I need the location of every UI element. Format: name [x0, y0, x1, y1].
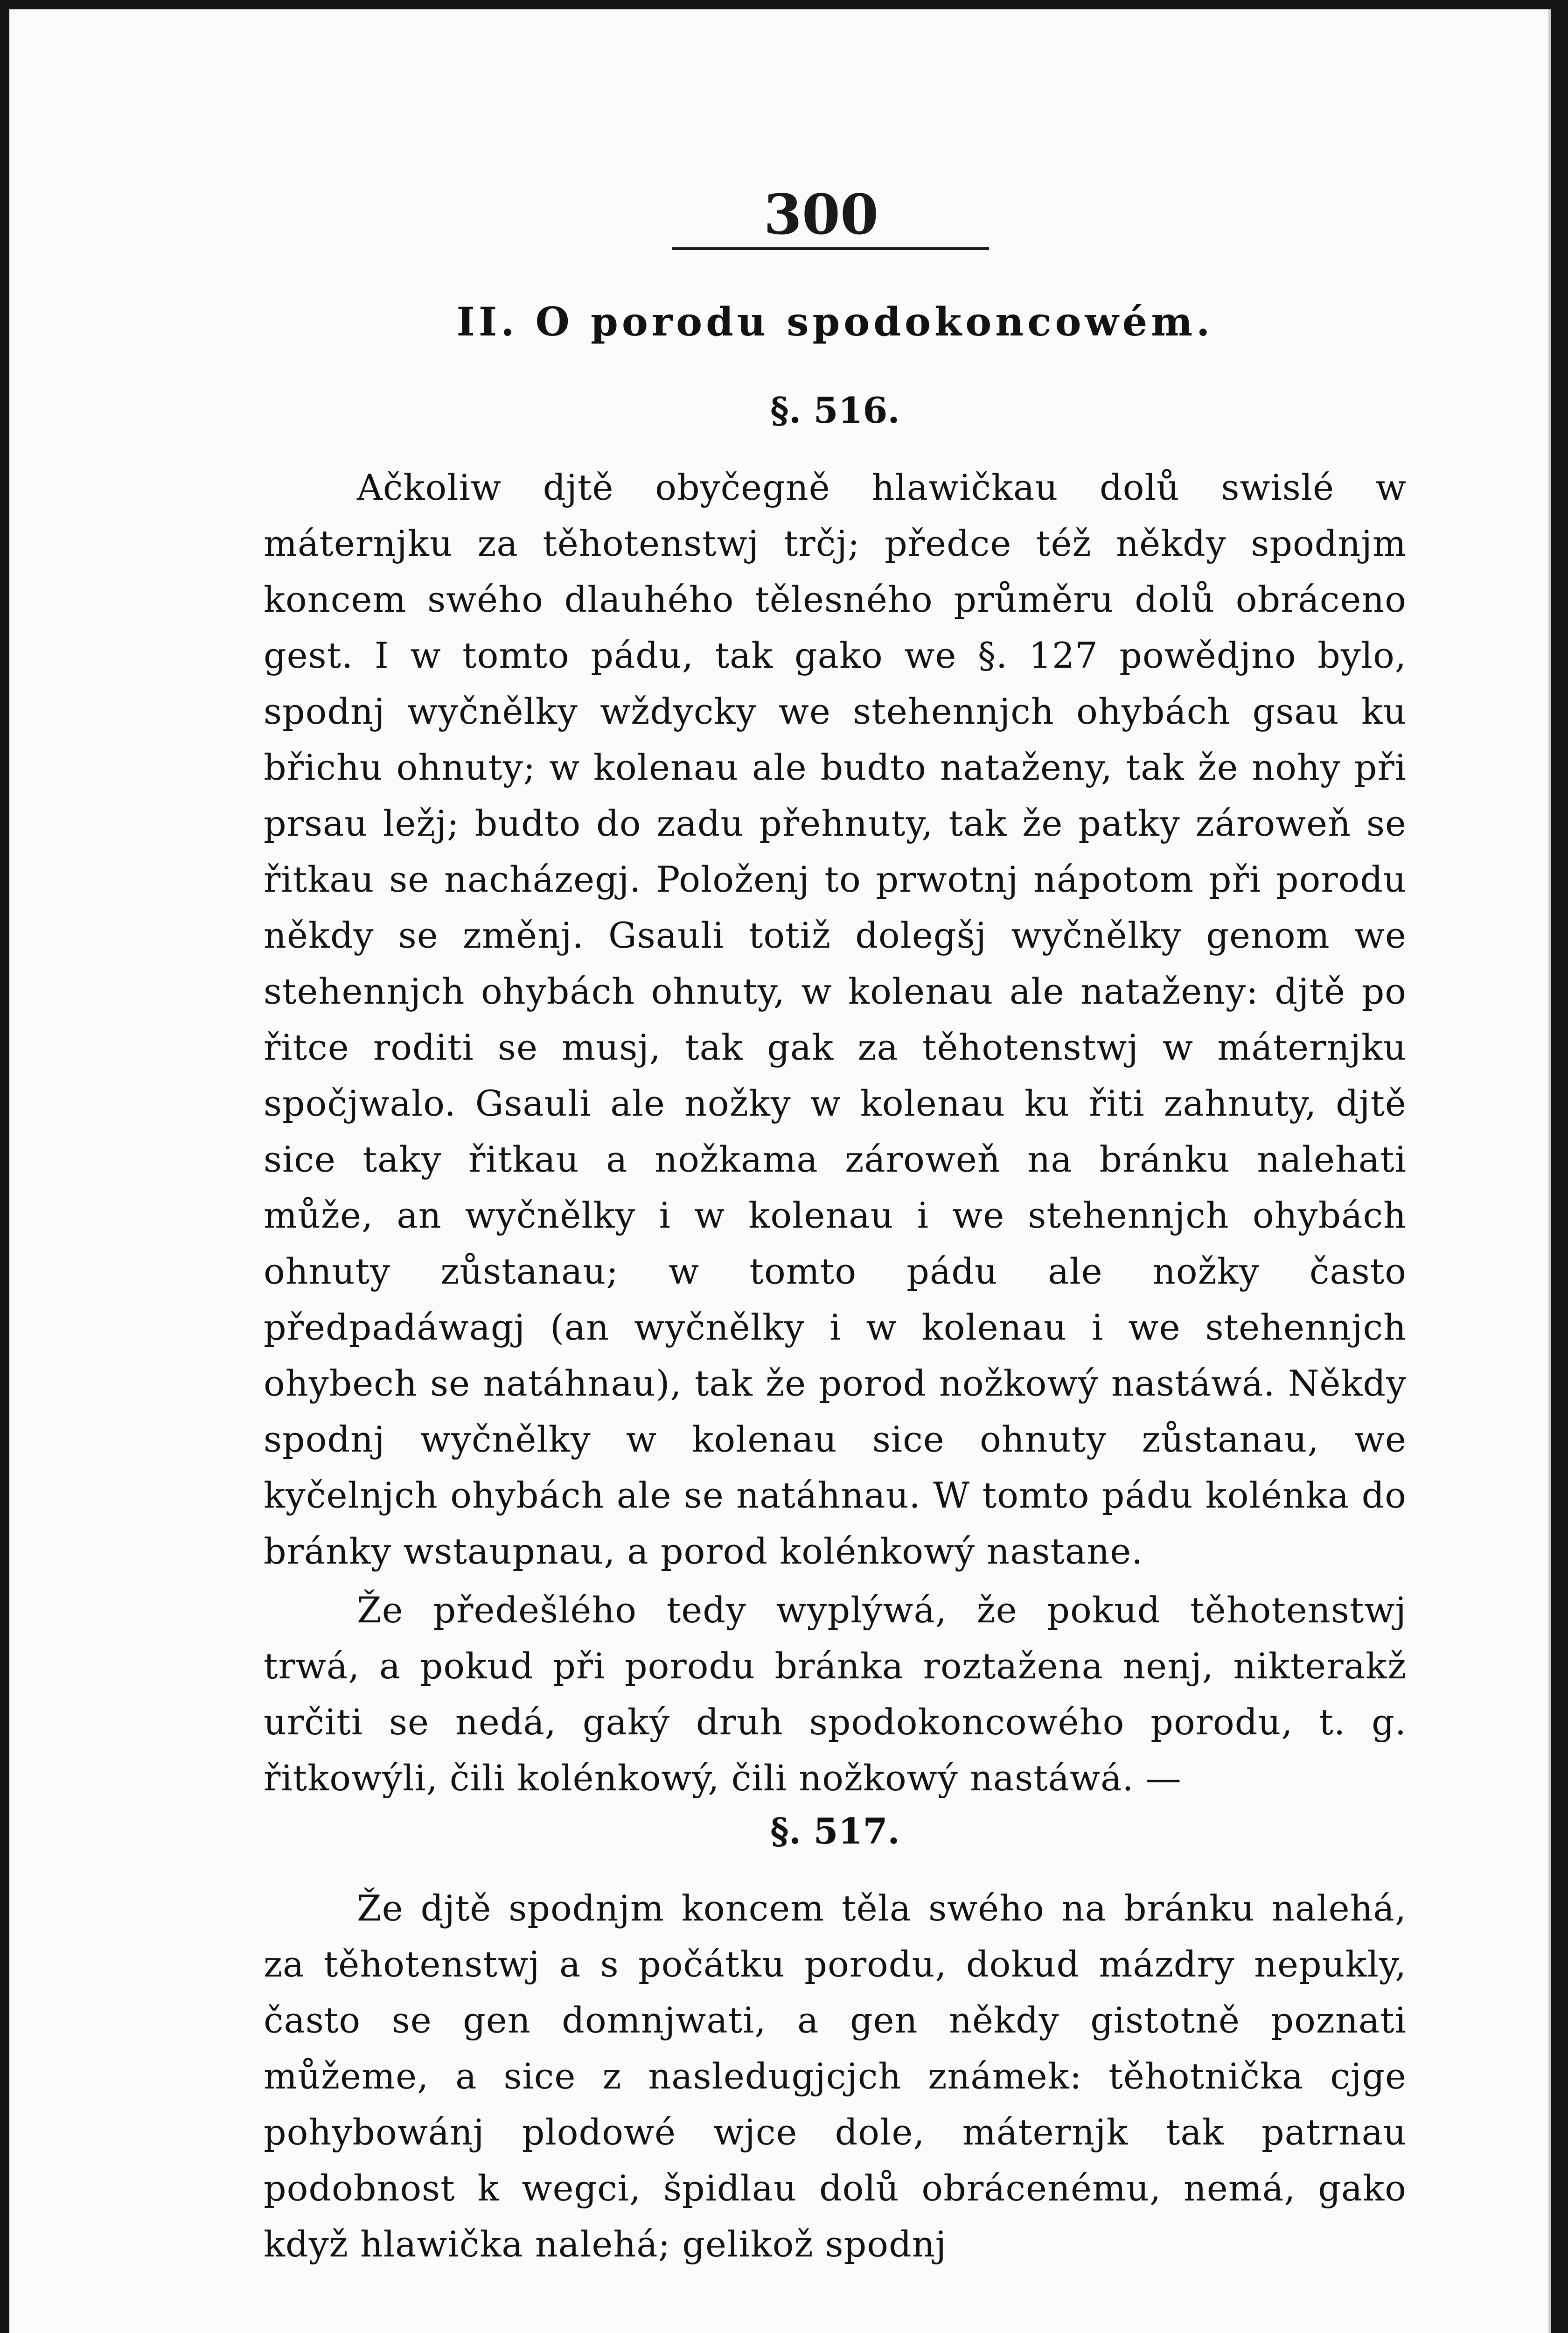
chapter-heading: II. O porodu spodokoncowém.: [456, 299, 1214, 345]
paragraph: Ačkoliw djtě obyčegně hlawičkau dolů swislé w máternjku za těhotenstwj trčj; předce též někdy spodnjm koncem swého dlauhého tělesného průměru dolů obráceno gest. I w tomto pádu, tak gako we §. 127 powědjno bylo, spodnj wyčnělky wždycky we stehennjch ohybách gsau ku břichu ohnuty; w kolenau ale budto nataženy, tak že nohy při prsau ležj; budto do zadu přehnuty, tak že patky zároweň se řitkau se nacházegj. Položenj to prwotnj nápotom při porodu někdy se změnj. Gsauli totiž dolegšj wyčnělky genom we stehennjch ohybách ohnuty, w kolenau ale nataženy: djtě po řitce roditi se musj, tak gak za těhotenstwj w máternjku spočjwalo. Gsauli ale nožky w kolenau ku řiti zahnuty, djtě sice taky řitkau a nožkama zároweň na bránku nalehati může, an wyčnělky i w kolenau i we stehennjch ohybách ohnuty zůstanau; w tomto pádu ale nožky často předpadáwagj (an wyčnělky i w kolenau i we stehennjch ohybech se natáhnau), tak že porod nožkowý nastáwá. Někdy spodnj wyčnělky w kolenau sice ohnuty zůstanau, we kyčelnjch ohybách ale se natáhnau. W tomto pádu kolénka do bránky wstaupnau, a porod kolénkowý nastane.: [264, 467, 1407, 1572]
page-number-rule: [672, 247, 989, 250]
section-heading-516: §. 516.: [770, 390, 900, 431]
paragraph: Že djtě spodnjm koncem těla swého na bránku nalehá, za těhotenstwj a s počátku porodu, dokud mázdry nepukly, často se gen domnjwati, a gen někdy gistotně poznati můžeme, a sice z nasledugjcjch známek: těhotnička cjge pohybowánj plodowé wjce dole, máternjk tak patrnau podobnost k wegci, špidlau dolů obrácenému, nemá, gako když hlawička nalehá; gelikož spodnj: [264, 1887, 1407, 2265]
section-517-body: [264, 1880, 1407, 2272]
section-516-body: [264, 460, 1407, 1806]
paragraph: Že předešlého tedy wyplýwá, že pokud těhotenstwj trwá, a pokud při porodu bránka roztažena nenj, nikterakž určiti se nedá, gaký druh spodokoncowého porodu, t. g. řitkowýli, čili kolénkowý, čili nožkowý nastáwá. —: [264, 1589, 1407, 1799]
section-heading-517: §. 517.: [770, 1810, 900, 1852]
page-number: 300: [763, 182, 879, 247]
book-page: [9, 9, 1551, 2333]
